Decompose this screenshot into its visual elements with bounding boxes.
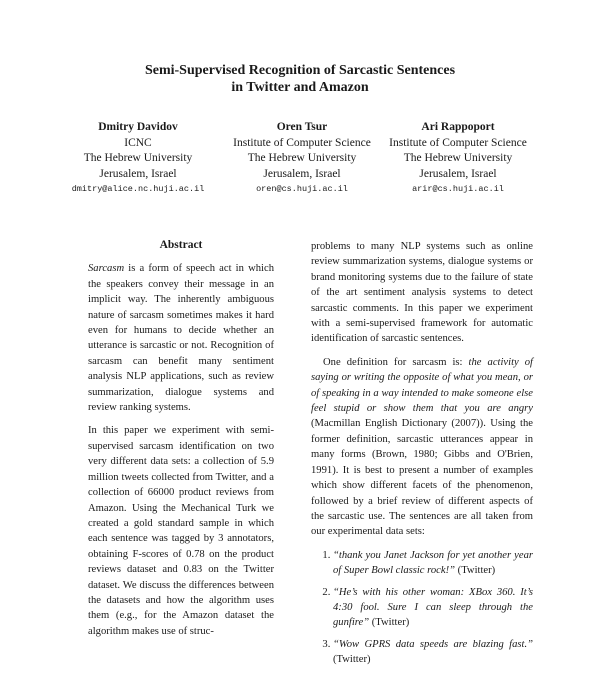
- title-line-2: in Twitter and Amazon: [231, 80, 369, 95]
- abstract-column: [88, 238, 274, 647]
- author-block-2: [222, 120, 382, 198]
- title-line-1: Semi-Supervised Recognition of Sarcastic Sentences: [144, 63, 456, 78]
- author-affiliation: Jerusalem, Israel: [419, 167, 497, 180]
- list-item: [333, 585, 533, 631]
- example-source: (Twitter): [369, 617, 410, 629]
- abstract-paragraph-2: In this paper we experiment with semi-supervised sarcasm identification on two very different data sets: a collection of 5.9 million tweets collected from Twitter, and a collection of 66000 product reviews from Amazon. Using the Mechanical Turk we created a gold standard sample in which each sentence was tagged by 3 annotators, obtaining F-scores of 0.78 on the product reviews dataset and 0.83 on the Twitter dataset. We discuss the differences between the datasets and how the algorithm uses them (e.g., for the Amazon dataset the algorithm makes use of struc-: [88, 425, 274, 637]
- example-list: [311, 548, 533, 668]
- body-column-right: [311, 239, 533, 674]
- author-affiliation: Jerusalem, Israel: [99, 167, 177, 180]
- author-name: Ari Rappoport: [421, 121, 495, 133]
- author-email: arir@cs.huji.ac.il: [412, 184, 504, 194]
- author-affiliation: Institute of Computer Science: [233, 136, 371, 149]
- author-affiliation: Jerusalem, Israel: [263, 167, 341, 180]
- abstract-heading: Abstract: [159, 239, 203, 251]
- author-name: Oren Tsur: [276, 121, 328, 133]
- body-paragraph-2: [311, 355, 533, 540]
- author-email: dmitry@alice.nc.huji.ac.il: [71, 184, 205, 194]
- paper-title: [0, 62, 600, 96]
- author-affiliation: The Hebrew University: [403, 152, 513, 164]
- example-quote: “thank you Janet Jackson for yet another year of Super Bowl classic rock!”: [333, 549, 533, 577]
- example-quote: “He’s with his other woman: XBox 360. It’s 4:30 fool. Sure I can sleep through the gunfire”: [333, 586, 533, 629]
- list-item: [333, 548, 533, 579]
- author-affiliation: The Hebrew University: [83, 152, 193, 164]
- list-item: [333, 637, 533, 668]
- abstract-paragraph-1-text: is a form of speech act in which the speakers convey their message in an implicit way. The inherently ambiguous nature of sarcasm sometimes makes it hard even for humans to decide whether an utterance is sarcastic or not. Recognition of sarcasm can benefit many sentiment analysis NLP applications, such as review summarization, dialogue systems and review ranking systems.: [88, 263, 274, 414]
- author-block-1: [58, 120, 218, 198]
- author-affiliation: ICNC: [124, 136, 152, 149]
- author-email: oren@cs.huji.ac.il: [256, 184, 348, 194]
- author-name: Dmitry Davidov: [98, 121, 178, 133]
- example-source: (Twitter): [455, 565, 496, 577]
- abstract-paragraph-1: [88, 261, 274, 415]
- abstract-term: Sarcasm: [88, 263, 125, 275]
- definition-rest: (Macmillan English Dictionary (2007)). Using the former definition, sarcastic utterances appear in many forms (Brown, 1980; Gibbs and O'Brien, 1991). It is best to present a number of examples which show different facets of the phenomenon, followed by a brief review of different aspects of the sarcastic use. The sentences are all taken from our experimental data sets:: [311, 418, 533, 538]
- author-affiliation: Institute of Computer Science: [389, 136, 527, 149]
- example-source: (Twitter): [333, 654, 371, 666]
- author-affiliation: The Hebrew University: [247, 152, 357, 164]
- example-quote: “Wow GPRS data speeds are blazing fast.”: [333, 638, 533, 650]
- author-block-3: [378, 120, 538, 198]
- body-paragraph-1: problems to many NLP systems such as online review summarization systems, dialogue systems or brand monitoring systems due to the failure of state of the art sentiment analysis systems to detect sarcastic comments. In this paper we experiment with a semi-supervised framework for automatic identification of sarcastic sentences.: [311, 241, 533, 345]
- definition-intro: One definition for sarcasm is:: [323, 356, 469, 368]
- definition-text: the activity of saying or writing the opposite of what you mean, or of speaking in a way intended to make someone else feel stupid or show them that you are angry: [311, 356, 533, 415]
